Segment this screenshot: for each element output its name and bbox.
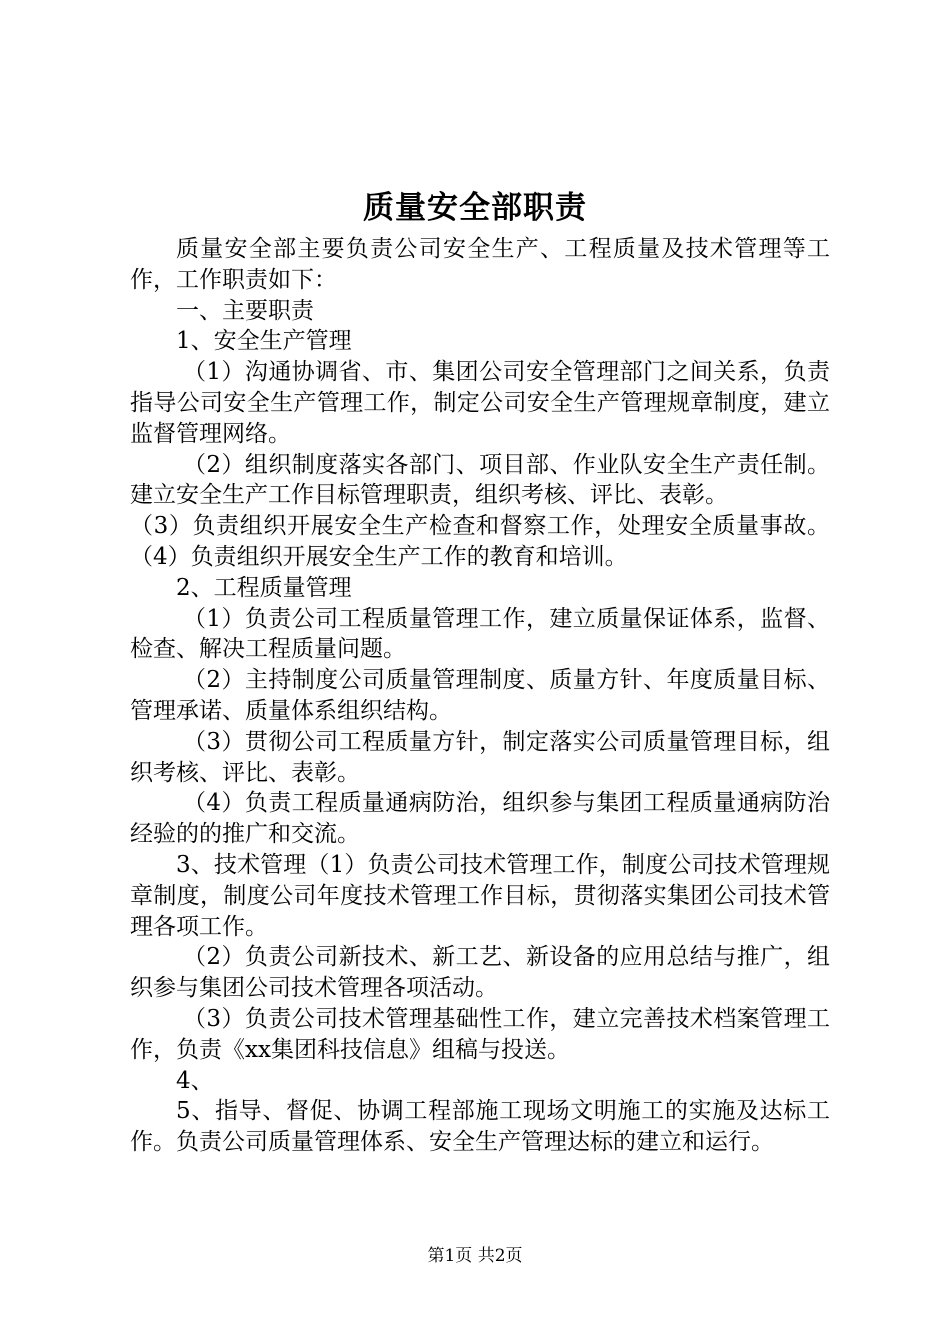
safety-item-2: （2）组织制度落实各部门、项目部、作业队安全生产责任制。建立安全生产工作目标管理职责，组织考核、评比、表彰。	[130, 451, 830, 509]
document-body	[130, 234, 830, 1158]
quality-item-2: （2）主持制度公司质量管理制度、质量方针、年度质量目标、管理承诺、质量体系组织结构。	[130, 667, 830, 724]
technical-item-3: （3）负责公司技术管理基础性工作，建立完善技术档案管理工作，负责《xx集团科技信息》组稿与投送。	[130, 1005, 830, 1063]
quality-item-4: （4）负责工程质量通病防治，组织参与集团工程质量通病防治经验的的推广和交流。	[130, 790, 830, 848]
intro-paragraph: 质量安全部主要负责公司安全生产、工程质量及技术管理等工作，工作职责如下：	[130, 236, 830, 293]
quality-item-1: （1）负责公司工程质量管理工作，建立质量保证体系，监督、检查、解决工程质量问题。	[130, 605, 830, 663]
subsection-heading-quality: 2、工程质量管理	[176, 574, 352, 601]
safety-item-1: （1）沟通协调省、市、集团公司安全管理部门之间关系，负责指导公司安全生产管理工作，制定公司安全生产管理规章制度，建立监督管理网络。	[130, 359, 830, 447]
page-footer: 第1页 共2页	[427, 1246, 523, 1266]
safety-items-3-4: （3）负责组织开展安全生产检查和督察工作，处理安全质量事故。（4）负责组织开展安全生产工作的教育和培训。	[130, 513, 830, 570]
item-5: 5、指导、督促、协调工程部施工现场文明施工的实施及达标工作。负责公司质量管理体系、安全生产管理达标的建立和运行。	[130, 1098, 830, 1156]
section-heading-main-duties: 一、主要职责	[176, 297, 314, 324]
quality-item-3: （3）贯彻公司工程质量方针，制定落实公司质量管理目标，组织考核、评比、表彰。	[130, 728, 830, 786]
page-title: 质量安全部职责	[363, 190, 587, 226]
technical-item-2: （2）负责公司新技术、新工艺、新设备的应用总结与推广，组织参与集团公司技术管理各项活动。	[130, 944, 830, 1002]
item-4: 4、	[176, 1067, 214, 1094]
subsection-heading-safety: 1、安全生产管理	[176, 328, 352, 355]
technical-management-paragraph: 3、技术管理（1）负责公司技术管理工作，制度公司技术管理规章制度，制度公司年度技术管理工作目标，贯彻落实集团公司技术管理各项工作。	[130, 851, 830, 940]
